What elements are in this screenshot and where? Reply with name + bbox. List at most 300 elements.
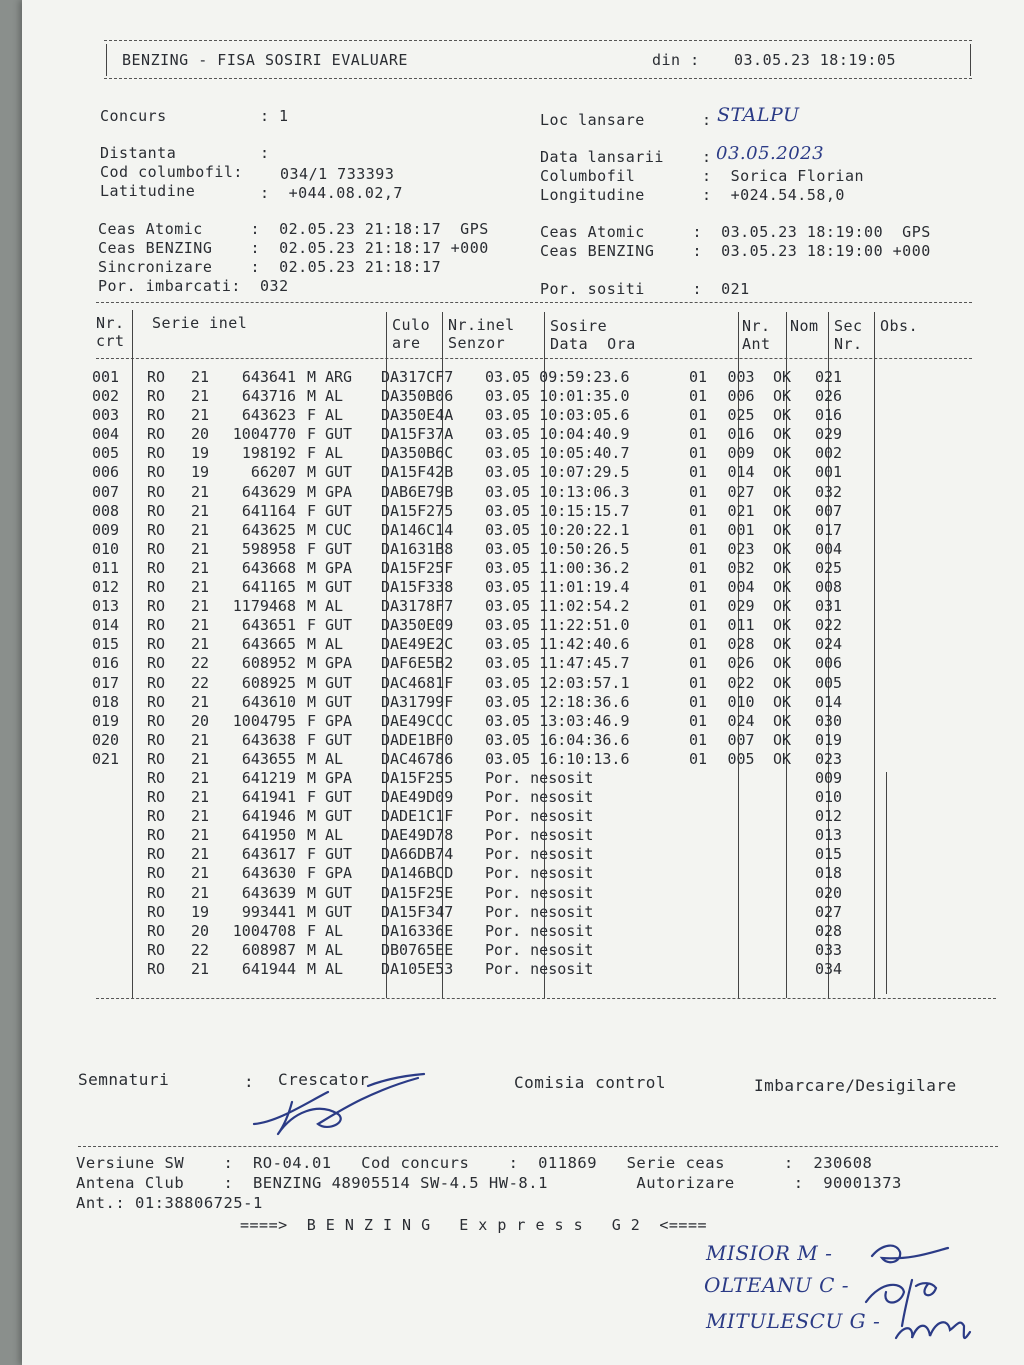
cell-ring: 198192: [241, 444, 296, 463]
cell-ro: RO: [146, 501, 166, 520]
cell-sec: OK: [772, 597, 792, 616]
cell-yr: 21: [190, 368, 210, 386]
table-row: [92, 960, 875, 979]
th-nr-inel: Nr.inel: [448, 316, 515, 334]
cell-col: GPA: [325, 864, 353, 883]
ceas-atomic-right: Ceas Atomic : 03.05.23 18:19:00 GPS: [540, 223, 931, 241]
cell-nr: 021: [92, 749, 120, 768]
cell-obs: 026: [815, 387, 843, 406]
cell-time: 03.05 10:04:40.9: [485, 425, 630, 444]
cell-col: GUT: [325, 616, 353, 635]
porumbei-sositi: Por. sositi : 021: [540, 280, 750, 298]
cell-nom: 007: [727, 730, 755, 749]
cell-yr: 21: [190, 501, 210, 520]
commission-signatures: [852, 1226, 1002, 1356]
cell-time: 03.05 10:20:22.1: [485, 520, 630, 539]
cell-yr: 21: [190, 635, 210, 654]
cell-col: GPA: [325, 654, 353, 673]
cell-sex: M: [306, 597, 316, 616]
cell-nom: 028: [727, 635, 755, 654]
cell-time: Por. nesosit: [485, 788, 594, 807]
cell-sec: OK: [772, 578, 792, 597]
table-row: [92, 864, 875, 883]
cell-ro: RO: [146, 711, 166, 730]
loc-colon: :: [702, 111, 712, 129]
cell-nr: 020: [92, 730, 120, 749]
columbofil-label: Columbofil: [540, 167, 636, 185]
cell-ro: RO: [146, 749, 166, 768]
cell-col: GPA: [325, 482, 353, 501]
cell-sex: M: [306, 940, 316, 959]
cell-ring: 641944: [241, 959, 296, 978]
cell-col: AL: [325, 387, 344, 406]
cell-sec: OK: [772, 558, 792, 577]
cell-yr: 20: [190, 711, 210, 730]
cell-ring: 643651: [241, 616, 296, 635]
cell-col: AL: [325, 749, 344, 768]
cell-time: 03.05 11:01:19.4: [485, 578, 630, 597]
latitudine-label: Latitudine: [100, 182, 196, 200]
cell-time: 03.05 16:04:36.6: [485, 730, 630, 749]
cell-time: Por. nesosit: [485, 807, 594, 826]
cell-nr: 005: [92, 444, 120, 463]
table-row: [92, 578, 875, 597]
cell-ant: 01: [688, 368, 708, 386]
cell-sen: DAE49D78: [381, 826, 454, 845]
cell-ring: 643639: [241, 883, 296, 902]
cell-time: 03.05 13:03:46.9: [485, 711, 630, 730]
latitudine-value: : +044.08.02,7: [260, 184, 403, 202]
cell-ant: 01: [688, 520, 708, 539]
cell-nom: 003: [727, 368, 755, 386]
table-row: [92, 559, 875, 578]
cell-yr: 21: [190, 826, 210, 845]
cell-time: Por. nesosit: [485, 921, 594, 940]
cell-sen: DA350B06: [381, 387, 454, 406]
cell-sex: F: [306, 711, 316, 730]
cell-nr: 017: [92, 673, 120, 692]
concurs-value: : 1: [260, 107, 289, 125]
data-lansarii-label: Data lansarii: [540, 148, 664, 166]
cell-nr: 004: [92, 425, 120, 444]
cell-ro: RO: [146, 463, 166, 482]
ceas-atomic-left: Ceas Atomic : 02.05.23 21:18:17 GPS: [98, 220, 489, 238]
commission-name-2: OLTEANU C -: [704, 1273, 850, 1297]
cell-yr: 21: [190, 387, 210, 406]
cell-nom: 024: [727, 711, 755, 730]
cell-ant: 01: [688, 425, 708, 444]
cell-sex: F: [306, 425, 316, 444]
table-row: [92, 597, 875, 616]
imbarcare-label: Imbarcare/Desigilare: [754, 1076, 957, 1095]
distanta-value: :: [260, 144, 270, 162]
th-culoare-1: Culo: [392, 316, 431, 334]
ceas-benzing-right: Ceas BENZING : 03.05.23 18:19:00 +000: [540, 242, 931, 260]
table-row: [92, 483, 875, 502]
cell-col: GUT: [325, 788, 353, 807]
sincronizare: Sincronizare : 02.05.23 21:18:17: [98, 258, 442, 276]
cell-yr: 22: [190, 673, 210, 692]
cell-col: ARG: [325, 368, 353, 386]
document-page: [22, 0, 1024, 1365]
cell-sen: DAF6E5B2: [381, 654, 454, 673]
cell-yr: 21: [190, 578, 210, 597]
cell-ring: 66207: [250, 463, 296, 482]
cell-sex: M: [306, 635, 316, 654]
cell-sex: M: [306, 387, 316, 406]
table-row: [92, 731, 875, 750]
cell-ant: 01: [688, 692, 708, 711]
cell-ant: 01: [688, 616, 708, 635]
table-row: [92, 903, 875, 922]
cell-nr: 018: [92, 692, 120, 711]
din-value: 03.05.23 18:19:05: [734, 51, 897, 69]
cell-yr: 21: [190, 788, 210, 807]
cell-sex: M: [306, 749, 316, 768]
cell-ring: 643638: [241, 730, 296, 749]
cell-col: AL: [325, 444, 344, 463]
cell-sen: DAE49CCC: [381, 711, 454, 730]
cell-ring: 1004708: [232, 921, 296, 940]
columbofil-value: : Sorica Florian: [702, 167, 865, 185]
cell-obs: 001: [815, 463, 843, 482]
longitudine-value: : +024.54.58,0: [702, 186, 845, 204]
cell-sen: DA15F37A: [381, 425, 454, 444]
cell-ring: 608987: [241, 940, 296, 959]
cell-ro: RO: [146, 368, 166, 386]
cell-ring: 643665: [241, 635, 296, 654]
data-lansarii-handwritten: 03.05.2023: [716, 143, 825, 164]
cell-yr: 19: [190, 463, 210, 482]
cell-sex: M: [306, 368, 316, 386]
cell-col: GUT: [325, 730, 353, 749]
cell-obs: 029: [815, 425, 843, 444]
cell-nr: [92, 826, 132, 845]
cell-ro: RO: [146, 788, 166, 807]
cell-obs: 025: [815, 558, 843, 577]
cell-nom: [721, 903, 761, 922]
cell-col: GPA: [325, 711, 353, 730]
cell-ro: RO: [146, 539, 166, 558]
cell-ant: [675, 922, 721, 941]
cell-nom: 025: [727, 406, 755, 425]
cod-columbofil-value: 034/1 733393: [280, 165, 395, 183]
cell-yr: 21: [190, 749, 210, 768]
cell-sec: OK: [772, 654, 792, 673]
cell-obs: 034: [815, 959, 843, 978]
cell-sec: [761, 807, 803, 826]
cell-time: 03.05 10:15:15.7: [485, 501, 630, 520]
comisia-control-label: Comisia control: [514, 1073, 666, 1092]
cell-sec: OK: [772, 463, 792, 482]
cell-ant: [675, 807, 721, 826]
cell-ro: RO: [146, 845, 166, 864]
table-row: [92, 654, 875, 673]
cell-sen: DA105E53: [381, 959, 454, 978]
cod-columbofil-label: Cod columbofil:: [100, 163, 243, 181]
cell-ro: RO: [146, 387, 166, 406]
cell-sec: [761, 903, 803, 922]
crescator-label: Crescator: [278, 1070, 370, 1089]
document-title: BENZING - FISA SOSIRI EVALUARE: [122, 51, 408, 69]
cell-ant: 01: [688, 597, 708, 616]
cell-obs: 017: [815, 520, 843, 539]
cell-ant: 01: [688, 635, 708, 654]
cell-nr: 011: [92, 558, 120, 577]
cell-obs: 031: [815, 597, 843, 616]
cell-ring: 641941: [241, 788, 296, 807]
cell-ro: RO: [146, 864, 166, 883]
loc-label: Loc lansare: [540, 111, 645, 129]
cell-sec: OK: [772, 673, 792, 692]
cell-sex: M: [306, 959, 316, 978]
cell-nr: 008: [92, 501, 120, 520]
cell-nom: 005: [727, 749, 755, 768]
cell-ro: RO: [146, 635, 166, 654]
cell-time: Por. nesosit: [485, 902, 594, 921]
cell-col: AL: [325, 940, 344, 959]
cell-col: GUT: [325, 673, 353, 692]
header-bottom-rule: [104, 78, 972, 79]
cell-ant: 01: [688, 444, 708, 463]
cell-ring: 643629: [241, 482, 296, 501]
cell-yr: 21: [190, 768, 210, 787]
cell-nom: 026: [727, 654, 755, 673]
cell-sec: OK: [772, 635, 792, 654]
cell-nr: 014: [92, 616, 120, 635]
cell-sec: OK: [772, 444, 792, 463]
cell-nr: [92, 903, 132, 922]
th-obs: Obs.: [880, 317, 919, 335]
cell-ant: 01: [688, 387, 708, 406]
cell-ant: [675, 903, 721, 922]
cell-obs: 024: [815, 635, 843, 654]
cell-obs: 016: [815, 406, 843, 425]
cell-sex: M: [306, 692, 316, 711]
cell-sec: OK: [772, 425, 792, 444]
cell-sex: M: [306, 673, 316, 692]
cell-sen: DADE1C1F: [381, 807, 454, 826]
cell-yr: 21: [190, 730, 210, 749]
cell-ring: 641950: [241, 826, 296, 845]
cell-ro: RO: [146, 921, 166, 940]
cell-ring: 1179468: [232, 597, 296, 616]
cell-time: 03.05 10:07:29.5: [485, 463, 630, 482]
cell-obs: 013: [815, 826, 843, 845]
cell-obs: 008: [815, 578, 843, 597]
cell-yr: 22: [190, 940, 210, 959]
cell-sec: [761, 922, 803, 941]
cell-sen: DA15F347: [381, 902, 454, 921]
table-row: [92, 444, 875, 463]
table-row: [92, 769, 875, 788]
cell-yr: 21: [190, 482, 210, 501]
table-row: [92, 712, 875, 731]
cell-sec: OK: [772, 749, 792, 768]
cell-col: GUT: [325, 463, 353, 482]
distanta-label: Distanta: [100, 144, 177, 162]
cell-ant: [675, 864, 721, 883]
cell-time: 03.05 10:50:26.5: [485, 539, 630, 558]
data-lansarii-colon: :: [702, 148, 712, 166]
cell-nom: [721, 960, 761, 979]
table-row: [92, 807, 875, 826]
cell-nr: 015: [92, 635, 120, 654]
cell-nr: [92, 884, 132, 903]
cell-yr: 21: [190, 558, 210, 577]
th-nr: Nr.: [96, 314, 125, 332]
cell-ro: RO: [146, 558, 166, 577]
cell-sen: DA3178F7: [381, 597, 454, 616]
cell-sec: [761, 769, 803, 788]
cell-obs: 015: [815, 845, 843, 864]
cell-nom: [721, 864, 761, 883]
cell-obs: 027: [815, 902, 843, 921]
cell-ant: [675, 826, 721, 845]
cell-col: AL: [325, 597, 344, 616]
table-row: [92, 750, 875, 769]
cell-col: GUT: [325, 845, 353, 864]
cell-sen: DA317CF7: [381, 368, 454, 386]
th-serie-inel: Serie inel: [152, 314, 248, 332]
cell-sex: M: [306, 807, 316, 826]
semnaturi-label: Semnaturi: [78, 1070, 170, 1089]
col-sep-obs-lower: [886, 772, 887, 994]
cell-col: GUT: [325, 902, 353, 921]
cell-ant: [675, 941, 721, 960]
cell-nom: 027: [727, 482, 755, 501]
cell-ant: 01: [688, 482, 708, 501]
cell-obs: 030: [815, 711, 843, 730]
table-bottom-rule: [96, 998, 996, 999]
cell-ro: RO: [146, 959, 166, 978]
table-row: [92, 463, 875, 482]
cell-ant: 01: [688, 539, 708, 558]
cell-sex: F: [306, 845, 316, 864]
cell-ant: 01: [688, 654, 708, 673]
porumbei-imbarcati: Por. imbarcati: 032: [98, 277, 289, 295]
cell-ro: RO: [146, 692, 166, 711]
cell-nom: 029: [727, 597, 755, 616]
table-row: [92, 674, 875, 693]
cell-nom: 009: [727, 444, 755, 463]
cell-sen: DB0765EE: [381, 940, 454, 959]
cell-ring: 608952: [241, 654, 296, 673]
cell-sen: DA15F25E: [381, 883, 454, 902]
cell-nom: 023: [727, 539, 755, 558]
cell-ant: 01: [688, 711, 708, 730]
concurs-label: Concurs: [100, 107, 167, 125]
cell-yr: 21: [190, 883, 210, 902]
cell-time: Por. nesosit: [485, 883, 594, 902]
cell-col: GUT: [325, 807, 353, 826]
cell-obs: 018: [815, 864, 843, 883]
header-top-rule: [104, 40, 972, 41]
cell-col: CUC: [325, 520, 353, 539]
cell-time: 03.05 11:22:51.0: [485, 616, 630, 635]
header-left-bar: [106, 44, 107, 76]
cell-ro: RO: [146, 826, 166, 845]
cell-sex: F: [306, 444, 316, 463]
cell-obs: 022: [815, 616, 843, 635]
cell-sen: DAB6E79B: [381, 482, 454, 501]
table-row: [92, 635, 875, 654]
cell-nr: 006: [92, 463, 120, 482]
cell-ro: RO: [146, 425, 166, 444]
cell-sec: [761, 884, 803, 903]
cell-sen: DA15F25F: [381, 558, 454, 577]
th-nom: Nom: [790, 317, 819, 335]
cell-nr: 010: [92, 539, 120, 558]
cell-ring: 1004795: [232, 711, 296, 730]
cell-nom: 006: [727, 387, 755, 406]
cell-time: 03.05 11:42:40.6: [485, 635, 630, 654]
cell-nr: 019: [92, 711, 120, 730]
table-row: [92, 922, 875, 941]
table-row: [92, 425, 875, 444]
cell-sen: DA31799F: [381, 692, 454, 711]
cell-yr: 21: [190, 845, 210, 864]
cell-sen: DA16336E: [381, 921, 454, 940]
cell-ro: RO: [146, 940, 166, 959]
cell-nr: 016: [92, 654, 120, 673]
cell-sec: OK: [772, 616, 792, 635]
table-row: [92, 616, 875, 635]
arrivals-table: [92, 368, 875, 979]
cell-ring: 598958: [241, 539, 296, 558]
cell-ro: RO: [146, 444, 166, 463]
cell-nom: 014: [727, 463, 755, 482]
cell-yr: 21: [190, 864, 210, 883]
cell-time: Por. nesosit: [485, 864, 594, 883]
cell-time: 03.05 10:01:35.0: [485, 387, 630, 406]
table-row: [92, 693, 875, 712]
cell-sex: M: [306, 768, 316, 787]
cell-yr: 19: [190, 902, 210, 921]
cell-ring: 643623: [241, 406, 296, 425]
cell-obs: 007: [815, 501, 843, 520]
cell-ring: 993441: [241, 902, 296, 921]
table-header-rule: [96, 358, 972, 359]
cell-time: Por. nesosit: [485, 826, 594, 845]
cell-ring: 641165: [241, 578, 296, 597]
cell-nom: [721, 845, 761, 864]
cell-sex: M: [306, 463, 316, 482]
table-row: [92, 884, 875, 903]
ceas-benzing-left: Ceas BENZING : 02.05.23 21:18:17 +000: [98, 239, 489, 257]
cell-obs: 019: [815, 730, 843, 749]
cell-sex: F: [306, 864, 316, 883]
cell-time: 03.05 11:47:45.7: [485, 654, 630, 673]
cell-time: 03.05 09:59:23.6: [485, 368, 630, 386]
cell-ring: 1004770: [232, 425, 296, 444]
cell-nom: 001: [727, 520, 755, 539]
cell-sen: DA350E4A: [381, 406, 454, 425]
cell-ant: 01: [688, 406, 708, 425]
cell-nom: 032: [727, 558, 755, 577]
cell-sec: OK: [772, 711, 792, 730]
cell-col: GUT: [325, 578, 353, 597]
cell-nr: 013: [92, 597, 120, 616]
cell-nr: [92, 788, 132, 807]
cell-ring: 641946: [241, 807, 296, 826]
cell-obs: 002: [815, 444, 843, 463]
cell-sen: DA15F275: [381, 501, 454, 520]
table-row: [92, 788, 875, 807]
cell-yr: 20: [190, 425, 210, 444]
cell-sex: F: [306, 406, 316, 425]
cell-nom: 010: [727, 692, 755, 711]
